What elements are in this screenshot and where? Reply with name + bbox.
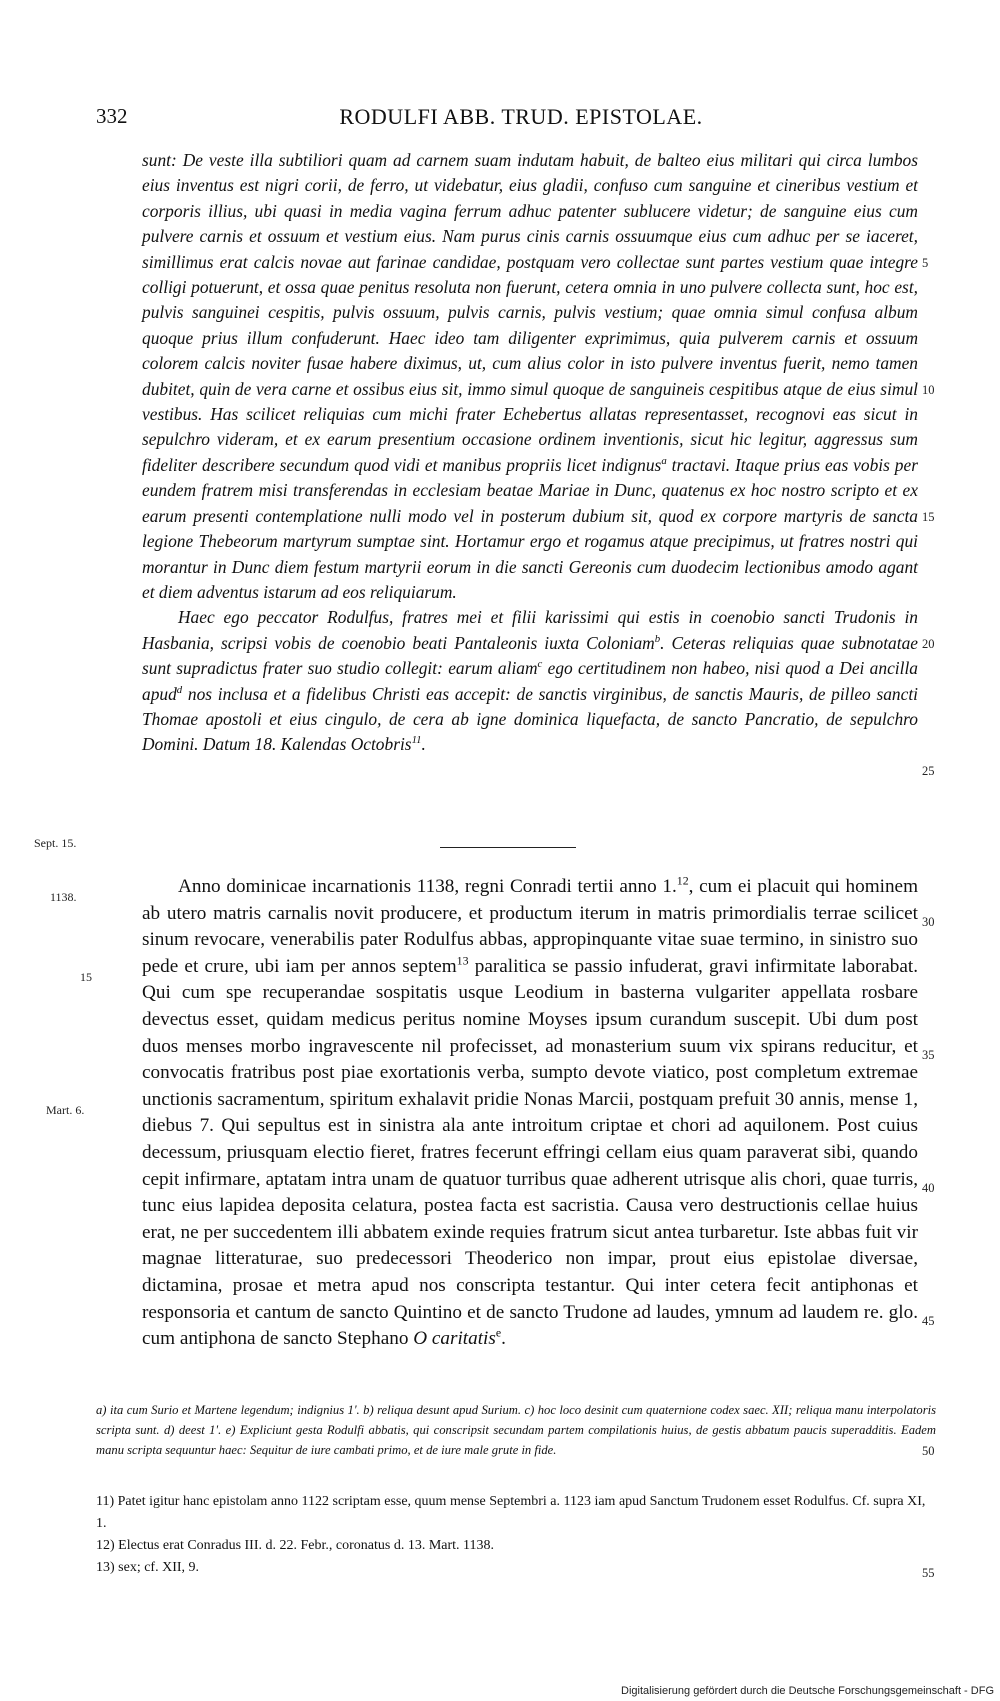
footnote-mark-d: d [176,683,183,696]
line-number-35: 35 [922,1048,935,1062]
footnote-mark-11: 11 [411,734,422,747]
line-number-10: 10 [922,383,935,397]
letter-paragraph-2: Haec ego peccator Rodulfus, fratres mei et filii karissimi qui estis in coenobio sancti Trudonis in Hasbania, scripsi vobis de coenobio beati Pantaleonis iuxta Coloniam$^b$. Ceteras reliquias quae subnotatae sunt supradictus frater suo studio collegit: earum aliam$^c$ ego certitudinem non habeo, nisi quod a Dei ancilla apud$^d$ nos inclusa et a fidelibus Christi eas accepit: de sanctis virginibus, de sanctis Mauris, de pilleo sancti Thomae apostoli et eius cingulo, de cera ab igne dominica liquefacta, de sancto Pancratio, de sepulchro Domini. Datum 18. Kalendas Octobris$^{11}$. [142,607,918,755]
line-number-25: 25 [922,764,935,778]
line-number-55: 55 [922,1566,935,1580]
line-number-20: 20 [922,637,935,651]
dfg-credit: Digitalisierung gefördert durch die Deutsche Forschungsgemeinschaft - DFG [621,1685,994,1697]
historical-notes [96,1491,936,1579]
margin-date-mart: Mart. 6. [46,1103,85,1117]
line-number-40: 40 [922,1181,935,1195]
page-header [96,104,946,134]
margin-date-sept: Sept. 15. [34,836,77,850]
letter-paragraph-1: sunt: De veste illa subtiliori quam ad carnem suam indutam habuit, de balteo eius militari qui circa lumbos eius inventus est nigri corii, de ferro, ut videbatur, eius gladii, confuso cum sanguine et cineribus vestium et corporis illius, ubi quasi in media vagina ferrum adhuc patenter sublucere videtur; de sanguine eius cum pulvere carnis et ossuum et vestium eius. Nam purus cinis carnis ossuumque eius cum adhuc per se iaceret, simillimus erat calcis novae aut farinae candidae, postquam vero collectae sunt partes vestium quae integre colligi potuerunt, et ossa quae penitus resoluta non fuerunt, cetera omnia in uno pulvere collecta sunt, hoc est, pulvis sanguinei cespitis, pulvis ossuum, pulvis carnis, pulvis vestium; quae omnia simul confusa album quoque prius illum confuderunt. Haec ideo tam diligenter exprimimus, quia pulverem carnis et ossuum colorem calcis noviter fusae habere diximus, ut, cum alius color in isto pulvere inventus fuerit, nemo tamen dubitet, quin de vera carne et ossibus eius sit, immo simul quoque de sanguineis cespitibus atque de eius simul vestibus. Has scilicet reliquias cum michi frater Echebertus allatas representasset, recognovi eas sicut in sepulchro videram, et ex earum presentium occasione ordinem inventionis, sicut hic legitur, aggressus sum fideliter describere secundum quod vidi et manibus propriis licet indignus$^a$ tractavi. Itaque prius eas vobis per eundem fratrem misi transferendas in ecclesiam beatae Mariae in Dunc, quatenus ex hoc nostro scripto et ex earum presenti contemplatione nulli modo vel in posterum dubium sit, quod ex corpore martyris de sancta legione Thebeorum martyrum sumptae sint. Hortamur ergo et rogamus atque precipimus, ut fratres nostri qui morantur in Dunc diem festum martyrii eorum in die sancti Gereonis cum duodecim lectionibus amodo agant et diem adventus istarum ad eos reliquiarum. [142,150,918,602]
line-number-45: 45 [922,1314,935,1328]
footnote-mark-e: e [495,1325,502,1340]
narrative-paragraph: Anno dominicae incarnationis 1138, regni Conradi tertii anno 1.12, cum ei placuit qui hominem ab utero matris carnalis novit producere, et productum iterum in matris primordialis terrae scilicet sinum revocare, venerabilis pater Rodulfus abbas, appropinquante vitae suae termino, in sinistro suo pede et crure, ubi iam per annos septem$^{13}$ paralitica se passio infuderat, gravi infirmitate laborabat. Qui cum spe recuperandae sospitatis usque Leodium in basterna vulgariter appellata rosbare devectus esset, quidam medicus peritus nomine Moyses ipsum curandum suscepit. Ubi dum post duos menses morbo ingravescente nil profecisset, ad monasterium suum vix spirans reducitur, et convocatis fratribus post piae exortationis verba, sumpto devote viatico, post completum extremae unctionis sacramentum, spiritum exhalavit pridie Nonas Marcii, postquam prefuit 30 annis, mense 1, diebus 7. Qui sepultus est in sinistra ala ante introitum criptae et chori ad aquilonem. Post cuius decessum, priusquam electio fieret, fratres fecerunt effringi cellam eius quam paraverat sibi, quando cepit infirmare, aptatam intra unam de quatuor turribus quae adherent utrisque alis chori, quae turris, tunc eius lapidea deposita celatura, postea facta est sacristia. Causa vero destructionis cellae huius erat, ne per succedentem illi abbatem exinde requies fratrum sicut antea turbaretur. Iste abbas fuit vir magnae litteraturae, suo predecessori Theoderico non impar, prout eius epistolae diversae, dictamina, prosae et metra apud nos conscripta testantur. Qui inter cetera fecit antiphonas et responsoria et cantum de sancto Quintino et de sancto Trudone ad laudes, ymnum ad laudem re. glo. cum antiphona de sancto Stephano O caritatis$^e$. [142,873,918,1350]
section-divider [440,847,576,848]
footnote-mark-13: 13 [456,953,469,968]
line-number-30: 30 [922,915,935,929]
footnote-mark-b: b [654,632,661,645]
running-title: RODULFI ABB. TRUD. EPISTOLAE. [339,104,703,129]
note-11: 11) Patet igitur hanc epistolam anno 1122 scriptam esse, quum mense Septembri a. 1123 iam apud Sanctum Trudonem esset Rodulfus. Cf. supra XI, 1. [96,1494,926,1531]
margin-ms-number: 15 [80,970,92,984]
critical-notes: a) ita cum Surio et Martene legendum; indignius 1'. b) reliqua desunt apud Surium. c) hoc loco desinit cum quaternione codex saec. XII; reliqua manu interpolatoris scripta sunt. d) deest 1'. e) Expliciunt gesta Rodulfi abbatis, qui conscripsit secundam partem compilationis huius, de gestis abbatum paucis superadditis. Eadem manu scripta sequuntur haec: Sequitur de iure cambati primo, et de iure male grute in fide. [96,1403,936,1457]
line-number-15: 15 [922,510,935,524]
footnote-mark-12: 12 [676,873,689,888]
margin-year: 1138. [50,890,77,904]
line-number-5: 5 [922,256,929,270]
letter-text [142,148,918,758]
page-number: 332 [96,104,128,128]
note-12: 12) Electus erat Conradus III. d. 22. Febr., coronatus d. 13. Mart. 1138. [96,1538,495,1553]
narrative-text [142,874,918,1353]
line-number-50: 50 [922,1444,935,1458]
critical-apparatus [96,1400,936,1460]
note-13: 13) sex; cf. XII, 9. [96,1560,200,1575]
footnote-mark-c: c [537,658,543,671]
footnote-mark-a: a [661,455,667,468]
